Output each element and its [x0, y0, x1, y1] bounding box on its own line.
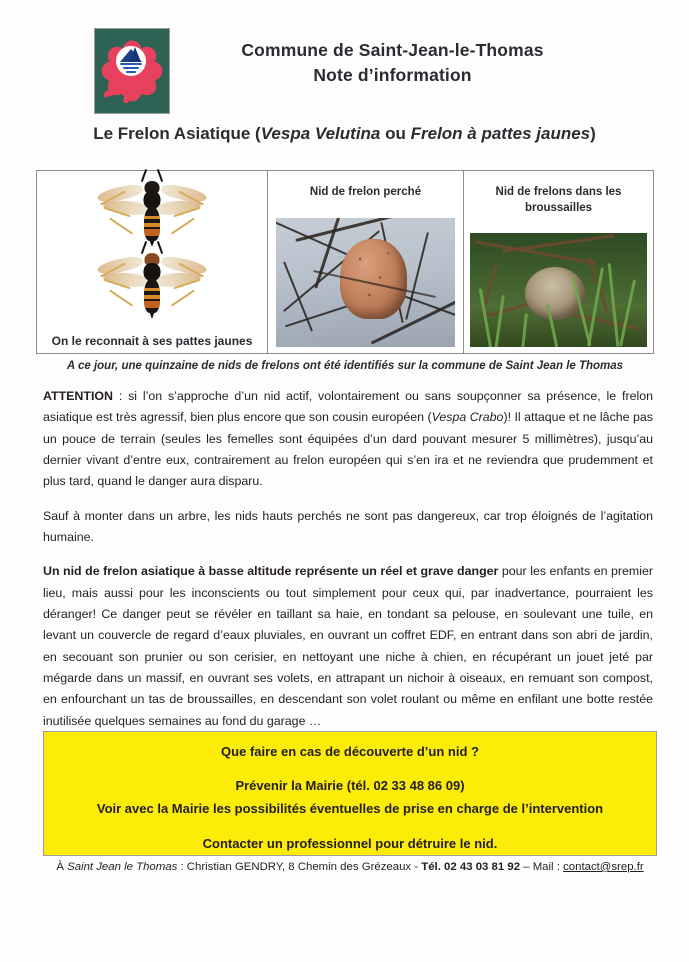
hornet-band	[144, 301, 160, 308]
grass-blade	[495, 295, 506, 347]
wave-icon	[126, 71, 136, 73]
hornet-specimen-bottom	[93, 249, 211, 319]
document-header	[36, 26, 653, 118]
low-nest-warning-rest: pour les enfants en premier lieu, mais aussi pour les inconscients ou tout simplement pour ceux qui, par inadvertance, pourraient les déranger! Ce danger peut se révéler en taillant sa haie, en tondant sa pelouse, en soulevant une tuile, en levant un couvercle de regard d’eaux pluviales, en ouvrant un coffret EDF, en entrant dans son abri de jardin, en secouant son prunier ou son cerisier, en nettoyant une niche à chien, en récupérant un jouet jeté par mégarde dans un massif, en ouvrant ses volets, en attrapant un nichoir à oiseaux, en remuant son compost, en enfourchant un tas de broussailles, en descendant son volet roulant ou même en enfilant une botte restée inutilisée quelques semaines au fond du garage …	[43, 564, 654, 728]
hornet-leg	[109, 217, 134, 235]
header-titles	[172, 26, 653, 88]
grass-blade	[619, 279, 636, 347]
hornet-abdomen	[144, 207, 160, 241]
callout-voir-mairie: Voir avec la Mairie les possibilités éventuelles de prise en charge de l’intervention	[96, 801, 604, 816]
commune-name: Commune de Saint-Jean-le-Thomas	[241, 40, 544, 60]
panel-caption-nest-brambles: Nid de frelons dans les broussailles	[495, 186, 622, 214]
attention-lead: ATTENTION	[43, 389, 113, 403]
hornet-leg	[171, 217, 196, 235]
image-group-caption: A ce jour, une quinzaine de nids de frelons ont été identifiés sur la commune de Saint Jean le Thomas	[66, 360, 624, 372]
paragraph-attention	[43, 386, 653, 493]
hornet-band	[144, 295, 160, 299]
title-suffix: )	[590, 124, 596, 143]
branch	[405, 232, 429, 320]
page-title	[0, 124, 689, 144]
hornet-band	[144, 288, 160, 291]
commune-logo	[94, 28, 172, 114]
image-panel-group	[36, 170, 654, 354]
contact-mail-separator: – Mail :	[520, 861, 564, 873]
document-type: Note d’information	[313, 64, 472, 85]
photo-nest-perched	[276, 218, 455, 347]
hornet-band	[144, 229, 160, 236]
hornet-sting	[149, 311, 155, 319]
hornet-leg	[171, 289, 196, 307]
action-callout-box	[43, 731, 657, 873]
contact-place-prefix: À	[56, 861, 68, 873]
title-latin-name: Vespa Velutina	[260, 124, 381, 143]
callout-professionnel: Contacter un professionnel pour détruire le nid.	[202, 836, 498, 851]
attention-part2: )! Il attaque et ne lâche pas un pouce de terrain (seules les femelles sont équipées d’un dard pouvant mesurer 5 millimètres), jusqu’au dernier vivant d’entre eux, contrairement au frelon européen qui s’en ira et ne reviendra que prudemment et plus tard, quand le danger aura disparu.	[43, 410, 653, 489]
paragraph-low-nests	[43, 561, 653, 732]
paragraph-high-nests: Sauf à monter dans un arbre, les nids hauts perchés ne sont pas dangereux, car trop éloignés de l’agitation humaine.	[43, 508, 653, 544]
title-conjunction: ou	[380, 124, 411, 143]
logo-center-emblem	[116, 46, 146, 76]
attention-part1: : si l’on s’approche d’un nid actif, volontairement ou sans soupçonner sa présence, le frelon asiatique est très agressif, bien plus encore que son cousin européen (	[43, 389, 653, 425]
callout-mairie: Prévenir la Mairie (tél. 02 33 48 86 09)	[235, 778, 465, 793]
hornet-antenna	[157, 169, 163, 182]
photo-nest-brambles	[470, 233, 647, 347]
hornet-band	[144, 216, 160, 219]
callout-question: Que faire en cas de découverte d’un nid ?	[221, 744, 479, 759]
title-alt-name: Frelon à pattes jaunes	[410, 124, 591, 143]
hornet-band	[144, 223, 160, 227]
wave-icon	[120, 63, 142, 65]
hornet-specimen-top	[93, 177, 211, 247]
hornet-antenna	[141, 169, 147, 182]
grass-blade	[607, 263, 619, 347]
panel-nest-brambles	[464, 171, 653, 353]
twig	[502, 234, 615, 252]
panel-caption-nest-perched: Nid de frelon perché	[309, 186, 422, 198]
vespa-crabo-latin: Vespa Crabo	[431, 410, 504, 425]
contact-place: Saint Jean le Thomas	[67, 861, 178, 873]
contact-email-link[interactable]: contact@srep.fr	[563, 861, 644, 873]
hornet-abdomen	[144, 279, 160, 313]
contact-name: : Christian GENDRY, 8 Chemin des Grézeaux -	[177, 861, 422, 873]
wave-icon	[123, 67, 139, 69]
hornet-illustration	[37, 175, 267, 325]
panel-hornet-identification	[37, 171, 268, 353]
grass-blade	[521, 313, 528, 347]
panel-caption-hornet: On le reconnait à ses pattes jaunes	[51, 334, 253, 348]
logo-flower-emblem	[94, 28, 170, 114]
panel-nest-perched	[268, 171, 464, 353]
callout-contact-line	[44, 861, 656, 873]
contact-phone: Tél. 02 43 03 81 92	[421, 861, 521, 873]
title-prefix: Le Frelon Asiatique (	[93, 124, 261, 143]
low-nest-warning-bold: Un nid de frelon asiatique à basse altitude représente un réel et grave danger	[43, 564, 499, 579]
body-text	[43, 386, 653, 732]
hornet-sting	[149, 239, 155, 247]
hornet-leg	[109, 289, 134, 307]
mount-peak-icon	[129, 47, 141, 62]
